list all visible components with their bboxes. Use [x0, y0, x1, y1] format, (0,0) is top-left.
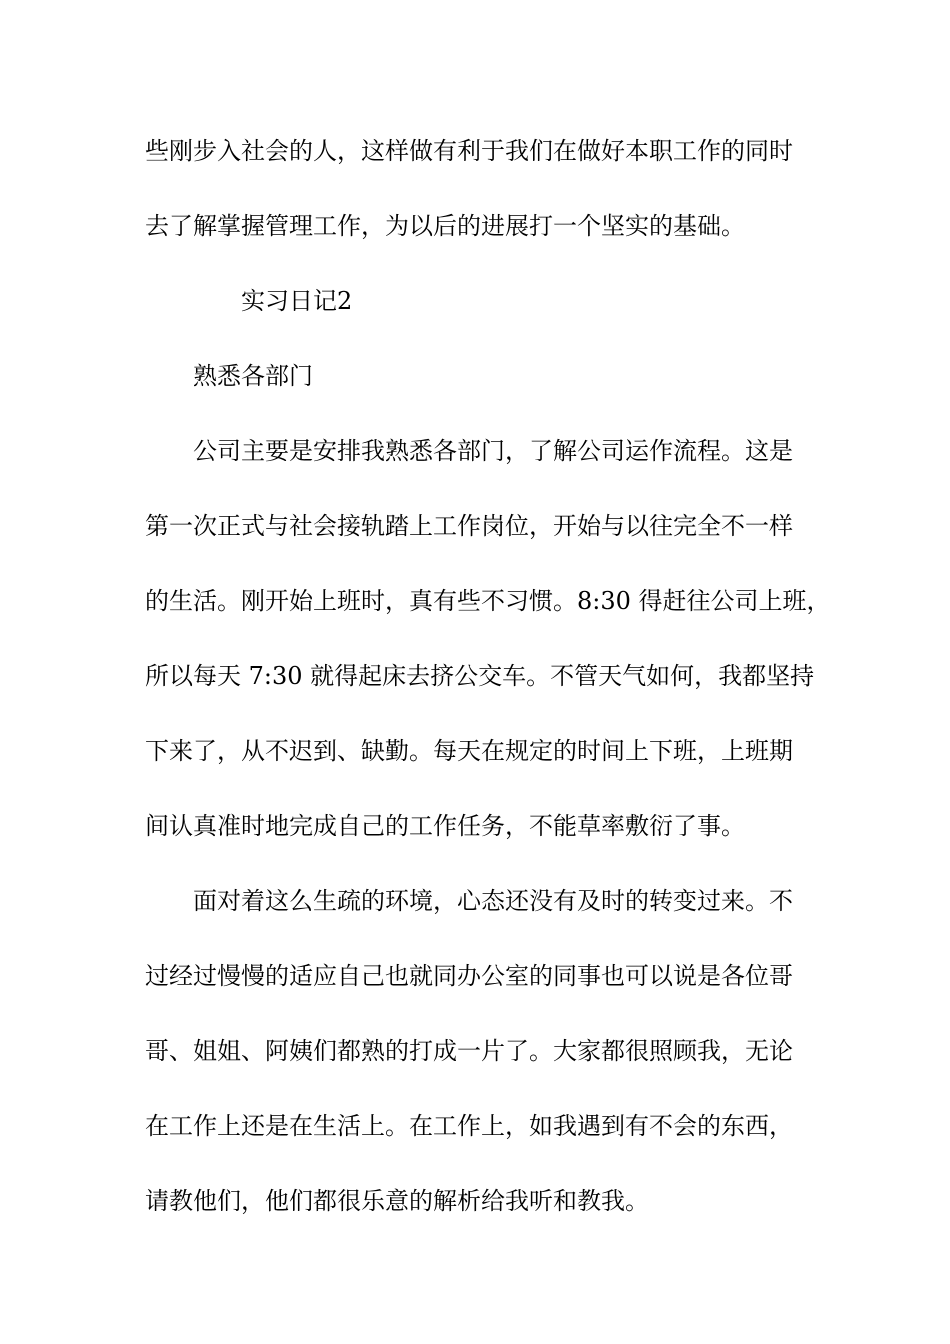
paragraph-line: 去了解掌握管理工作，为以后的进展打一个坚实的基础。: [145, 212, 745, 240]
paragraph-line: 在工作上还是在生活上。在工作上，如我遇到有不会的东西，: [145, 1112, 793, 1140]
paragraph-line: 的生活。刚开始上班时，真有些不习惯。8:30 得赶往公司上班，: [145, 587, 831, 615]
paragraph-line: 下来了，从不迟到、缺勤。每天在规定的时间上下班，上班期: [145, 737, 793, 765]
paragraph-line: 所以每天 7:30 就得起床去挤公交车。不管天气如何，我都坚持: [145, 662, 815, 690]
paragraph-line: 哥、姐姐、阿姨们都熟的打成一片了。大家都很照顾我，无论: [145, 1037, 793, 1065]
paragraph-line: 些刚步入社会的人，这样做有利于我们在做好本职工作的同时: [145, 137, 793, 165]
section-heading: 实习日记2: [241, 287, 353, 315]
paragraph-line: 第一次正式与社会接轨踏上工作岗位，开始与以往完全不一样: [145, 512, 793, 540]
paragraph-line: 公司主要是安排我熟悉各部门，了解公司运作流程。这是: [193, 437, 793, 465]
paragraph-line: 面对着这么生疏的环境，心态还没有及时的转变过来。不: [193, 887, 793, 915]
subheading: 熟悉各部门: [193, 362, 313, 390]
paragraph-line: 间认真准时地完成自己的工作任务，不能草率敷衍了事。: [145, 812, 745, 840]
paragraph-line: 过经过慢慢的适应自己也就同办公室的同事也可以说是各位哥: [145, 962, 793, 990]
paragraph-line: 请教他们，他们都很乐意的解析给我听和教我。: [145, 1187, 649, 1215]
